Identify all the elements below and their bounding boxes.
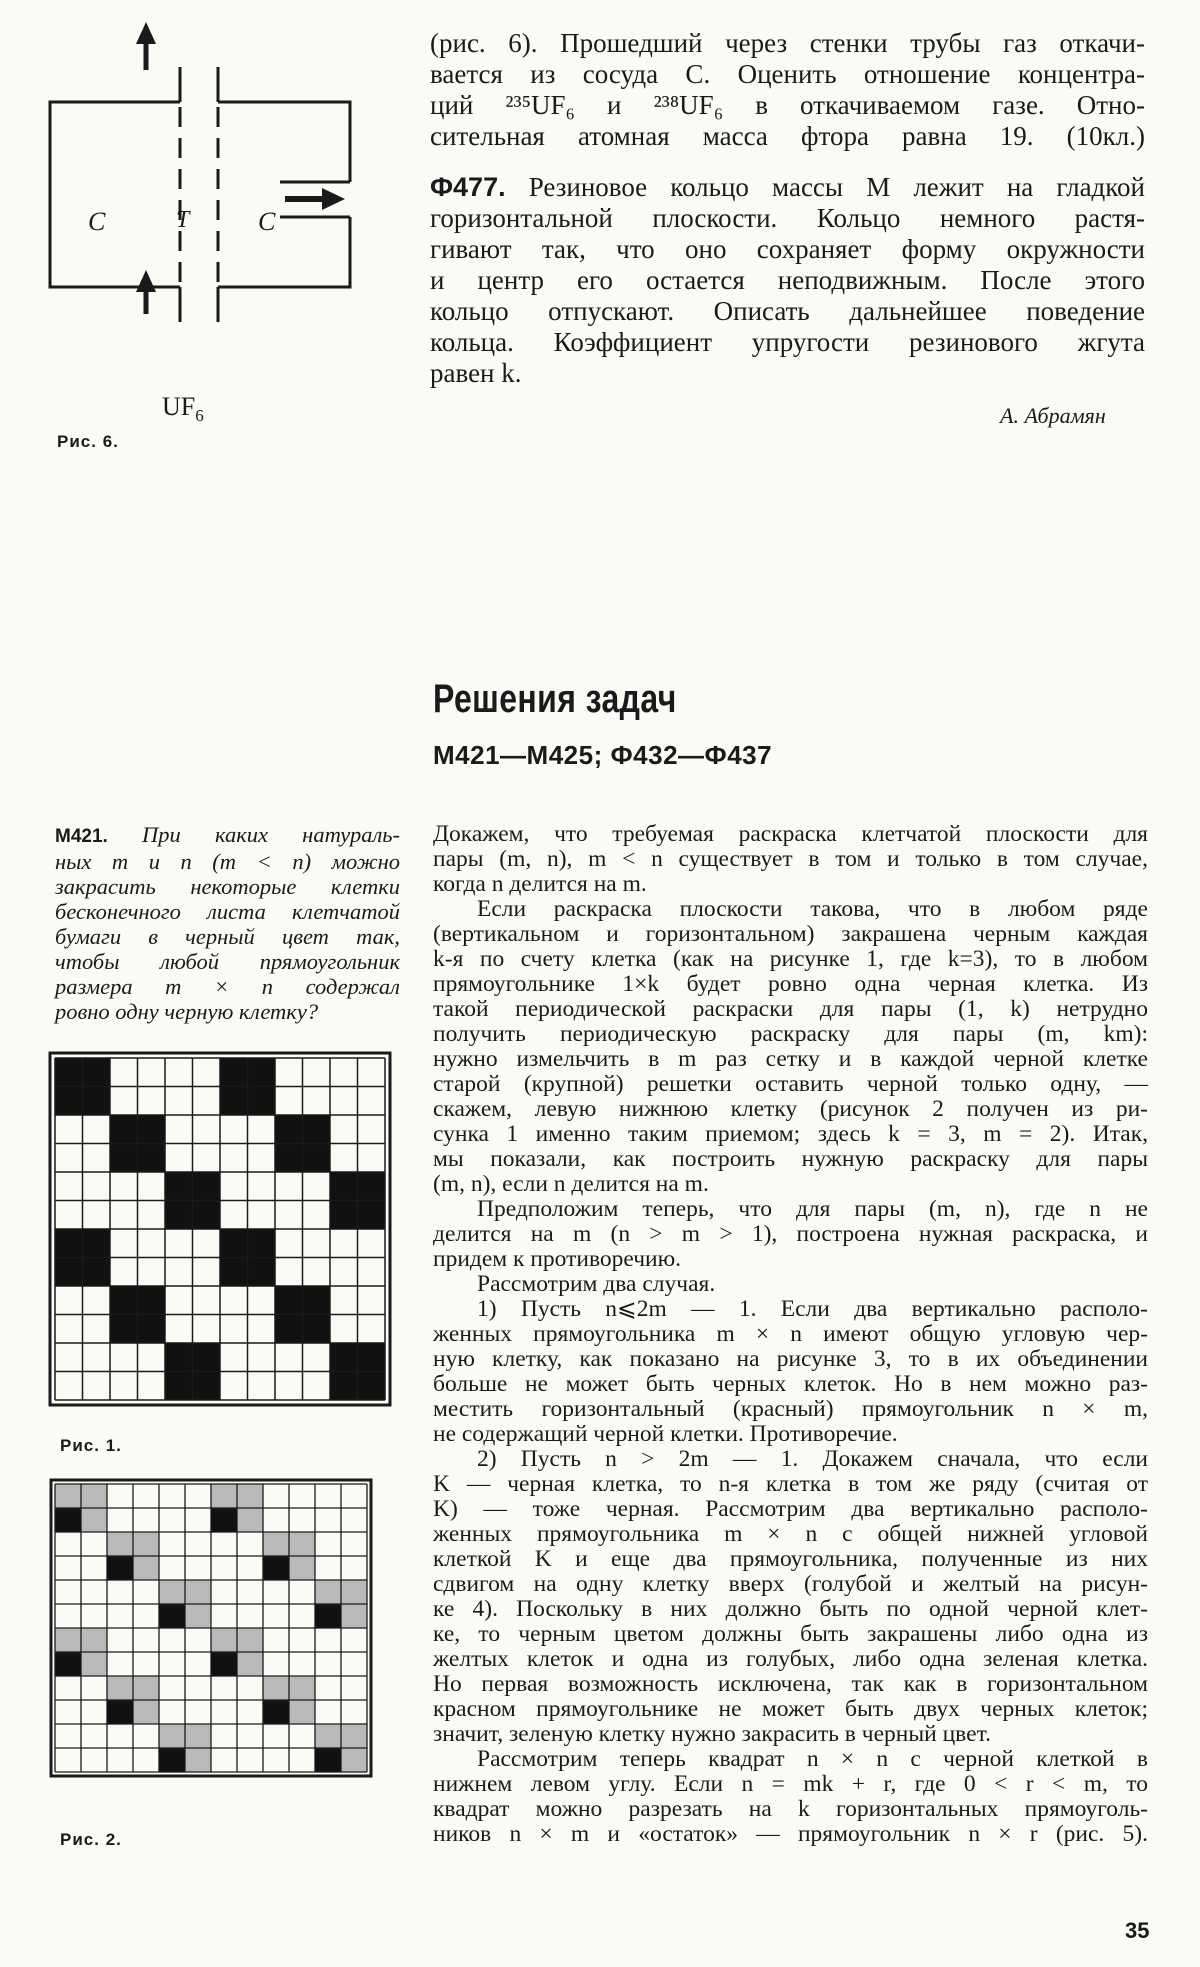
text-line: k-я по счету клетка (как на рисунке 1, где k=3), то в любом [433, 946, 1148, 972]
black-cell [220, 1058, 248, 1087]
black-cell [330, 1172, 358, 1201]
black-cell [275, 1315, 303, 1344]
text-line: Рассмотрим два случая. [477, 1271, 716, 1297]
gray-cell [81, 1484, 107, 1508]
problem-label: Ф477. [430, 172, 506, 202]
text-line: Если раскраска плоскости такова, что в любом ряде [477, 896, 1148, 922]
text-line: нужно измельчить в m раз сетку и в каждой черной клетке [433, 1046, 1148, 1072]
gray-cell [263, 1676, 289, 1700]
gray-cell [185, 1580, 211, 1604]
solution-text [433, 822, 1148, 1847]
black-cell [358, 1201, 386, 1230]
black-cell [315, 1604, 341, 1628]
black-cell [330, 1372, 358, 1401]
black-cell [303, 1315, 331, 1344]
black-cell [275, 1286, 303, 1315]
black-cell [55, 1258, 83, 1287]
problem-m421 [55, 822, 400, 1024]
gray-cell [185, 1604, 211, 1628]
black-cell [55, 1652, 81, 1676]
text-line: кольцо отпускают. Описать дальнейшее поведение [430, 296, 1145, 326]
black-cell [107, 1556, 133, 1580]
gray-cell [237, 1628, 263, 1652]
text-line: клеткой K и еще два прямоугольника, полученные из них [433, 1546, 1148, 1572]
gray-cell [289, 1532, 315, 1556]
text-line: равен k. [430, 358, 522, 388]
text-line: Докажем, что требуемая раскраска клетчатой плоскости для [433, 821, 1148, 847]
black-cell [358, 1372, 386, 1401]
gray-cell [211, 1628, 237, 1652]
black-cell [138, 1286, 166, 1315]
gray-cell [133, 1556, 159, 1580]
gray-cell [81, 1652, 107, 1676]
black-cell [193, 1372, 221, 1401]
black-cell [55, 1058, 83, 1087]
gray-cell [133, 1700, 159, 1724]
gray-cell [159, 1580, 185, 1604]
fig6-caption: Рис. 6. [57, 432, 119, 451]
text-line: (вертикальном и горизонтальном) закрашена черным каждая [433, 921, 1148, 947]
fig6-label-right: C [258, 207, 276, 236]
gray-cell [289, 1556, 315, 1580]
gray-cell [107, 1676, 133, 1700]
text-line: значит, зеленую клетку нужно закрасить в черный цвет. [433, 1721, 991, 1747]
text-line: нижнем левом углу. Если n = mk + r, где 0 < r < m, то [433, 1771, 1148, 1797]
text-line: прямоугольнике 1×k будет ровно одна черная клетка. Из [433, 971, 1148, 997]
text-line: не содержащий черной клетки. Противоречие. [433, 1421, 898, 1447]
text-line: красном прямоугольнике не может быть двух черных клеток; [433, 1696, 1148, 1722]
black-cell [358, 1343, 386, 1372]
text-line: мы показали, как построить нужную раскраску для пары [433, 1146, 1148, 1172]
black-cell [83, 1058, 111, 1087]
author-name: А. Абрамян [1000, 403, 1106, 428]
text-line: Ф477. Резиновое кольцо массы M лежит на гладкой [430, 172, 1145, 202]
text-line: бесконечного листа клетчатой [55, 899, 400, 924]
black-cell [55, 1229, 83, 1258]
text-line: местить горизонтальный (красный) прямоугольник n × m, [433, 1396, 1148, 1422]
text-line: М421. При каких натураль- [55, 822, 400, 847]
black-cell [110, 1286, 138, 1315]
black-cell [165, 1372, 193, 1401]
gray-cell [81, 1628, 107, 1652]
black-cell [248, 1258, 276, 1287]
black-cell [159, 1604, 185, 1628]
text-line: ровно одну черную клетку? [55, 999, 319, 1024]
text-line: гивают так, что оно сохраняет форму окружности [430, 234, 1145, 264]
text-line: сунка 1 именно таким приемом; здесь k = 3, m = 2). Итак, [433, 1121, 1148, 1147]
text-line: Но первая возможность исключена, так как в горизонтальном [433, 1671, 1148, 1697]
black-cell [263, 1700, 289, 1724]
black-cell [110, 1115, 138, 1144]
black-cell [159, 1748, 185, 1772]
text-line: 2) Пусть n > 2m — 1. Докажем сначала, что если [477, 1446, 1148, 1472]
black-cell [83, 1229, 111, 1258]
black-cell [83, 1258, 111, 1287]
black-cell [193, 1343, 221, 1372]
gray-cell [289, 1676, 315, 1700]
text-line: квадрат можно разрезать на k горизонтальных прямоуголь- [433, 1796, 1148, 1822]
black-cell [110, 1144, 138, 1173]
black-cell [193, 1201, 221, 1230]
text-line: получить периодическую раскраску для пары (m, km): [433, 1021, 1148, 1047]
gray-cell [237, 1508, 263, 1532]
black-cell [330, 1343, 358, 1372]
black-cell [83, 1087, 111, 1116]
gray-cell [237, 1652, 263, 1676]
text-line: закрасить некоторые клетки [55, 874, 400, 899]
black-cell [107, 1700, 133, 1724]
black-cell [275, 1144, 303, 1173]
continuation-paragraph [430, 28, 1145, 152]
gray-cell [315, 1580, 341, 1604]
text-line: скажем, левую нижнюю клетку (рисунок 2 получен из ри- [433, 1096, 1148, 1122]
text-line: ных m и n (m < n) можно [55, 849, 400, 874]
black-cell [330, 1201, 358, 1230]
gray-cell [133, 1676, 159, 1700]
gray-cell [341, 1748, 367, 1772]
black-cell [248, 1087, 276, 1116]
black-cell [55, 1087, 83, 1116]
text-line: желтых клеток и одна из голубых, либо одна зеленая клетка. [433, 1646, 1148, 1672]
text-line: K — черная клетка, то n-я клетка в том же ряду (считая от [433, 1471, 1148, 1497]
text-line: старой (крупной) решетки оставить черной только одну, — [433, 1071, 1148, 1097]
figure-1-grid [47, 1050, 397, 1415]
text-line: Рассмотрим теперь квадрат n × n с черной клеткой в [477, 1746, 1148, 1772]
text-line: когда n делится на m. [433, 871, 647, 897]
black-cell [193, 1172, 221, 1201]
text-line: ке, то черным цветом должны быть закрашены либо одна из [433, 1621, 1148, 1647]
text-line: ную клетку, как показано на рисунке 3, то в их объединении [433, 1346, 1148, 1372]
gray-cell [263, 1532, 289, 1556]
gray-cell [341, 1580, 367, 1604]
black-cell [303, 1144, 331, 1173]
text-line: женных прямоугольника m × n с общей нижней угловой [433, 1521, 1148, 1547]
figure-2-grid [47, 1478, 377, 1783]
text-line: (m, n), если n делится на m. [433, 1171, 709, 1197]
gray-cell [237, 1484, 263, 1508]
gray-cell [55, 1484, 81, 1508]
black-cell [220, 1258, 248, 1287]
text-line: пары (m, n), m < n существует в том и только в том случае, [433, 846, 1148, 872]
text-line: женных прямоугольника m × n имеют общую угловую чер- [433, 1321, 1148, 1347]
black-cell [211, 1508, 237, 1532]
black-cell [220, 1087, 248, 1116]
text-line: больше не может быть черных клеток. Но в нем можно раз- [433, 1371, 1148, 1397]
text-line: (рис. 6). Прошедший через стенки трубы газ откачи- [430, 28, 1145, 58]
text-line: сительная атомная масса фтора равна 19. (10кл.) [430, 121, 1145, 151]
text-line: бумаги в черный цвет так, [55, 924, 400, 949]
black-cell [303, 1115, 331, 1144]
gray-cell [211, 1484, 237, 1508]
section-title: Решения задач [433, 677, 677, 721]
gray-cell [341, 1604, 367, 1628]
text-line: кольца. Коэффициент упругости резинового жгута [430, 327, 1145, 357]
text-line: размера m × n содержал [55, 974, 400, 999]
black-cell [165, 1201, 193, 1230]
page-number: 35 [1125, 1918, 1150, 1943]
black-cell [263, 1556, 289, 1580]
black-cell [358, 1172, 386, 1201]
fig6-label-left: C [88, 207, 106, 236]
text-line: вается из сосуда C. Оценить отношение концентра- [430, 59, 1145, 89]
text-line: ников n × m и «остаток» — прямоугольник n × r (рис. 5). [433, 1821, 1148, 1847]
fig6-gas-label: $UF_6$ [162, 392, 204, 426]
gray-cell [315, 1724, 341, 1748]
text-line: делится на m (n > m > 1), построена нужная раскраска, и [433, 1221, 1148, 1247]
gray-cell [185, 1748, 211, 1772]
black-cell [138, 1315, 166, 1344]
black-cell [248, 1229, 276, 1258]
fig2-caption: Рис. 2. [60, 1830, 122, 1849]
black-cell [303, 1286, 331, 1315]
gray-cell [133, 1532, 159, 1556]
black-cell [110, 1315, 138, 1344]
black-cell [55, 1508, 81, 1532]
text-line: такой периодической раскраски для пары (1, k) нетрудно [433, 996, 1148, 1022]
gray-cell [159, 1724, 185, 1748]
top-text-block [430, 28, 1145, 403]
gray-cell [55, 1628, 81, 1652]
text-line: чтобы любой прямоугольник [55, 949, 400, 974]
text-line: придем к противоречию. [433, 1246, 682, 1272]
black-cell [165, 1343, 193, 1372]
text-line: K) — тоже черная. Рассмотрим два вертикально располо- [433, 1496, 1148, 1522]
gray-cell [341, 1724, 367, 1748]
text-line: ций ²³⁵UF₆ и ²³⁸UF₆ в откачиваемом газе. Отно- [430, 90, 1145, 120]
text-line: и центр его остается неподвижным. После этого [430, 265, 1145, 295]
problem-label: М421. [55, 826, 108, 847]
text-line: горизонтальной плоскости. Кольцо немного растя- [430, 203, 1145, 233]
black-cell [315, 1748, 341, 1772]
text-line: ке 4). Поскольку в них должно быть по одной черной клет- [433, 1596, 1148, 1622]
gray-cell [185, 1724, 211, 1748]
black-cell [248, 1058, 276, 1087]
black-cell [211, 1652, 237, 1676]
gray-cell [107, 1532, 133, 1556]
fig6-label-mid: T [176, 207, 190, 233]
text-line: Предположим теперь, что для пары (m, n), где n не [477, 1196, 1148, 1222]
black-cell [220, 1229, 248, 1258]
black-cell [165, 1172, 193, 1201]
black-cell [138, 1144, 166, 1173]
gray-cell [81, 1508, 107, 1532]
text-line: сдвигом на одну клетку вверх (голубой и желтый на рисун- [433, 1571, 1148, 1597]
section-subtitle: М421—М425; Ф432—Ф437 [433, 740, 773, 770]
fig1-caption: Рис. 1. [60, 1436, 122, 1455]
text-line: 1) Пусть n⩽2m — 1. Если два вертикально располо- [477, 1296, 1148, 1322]
black-cell [138, 1115, 166, 1144]
black-cell [275, 1115, 303, 1144]
gray-cell [289, 1700, 315, 1724]
problem-f477 [430, 172, 1145, 389]
